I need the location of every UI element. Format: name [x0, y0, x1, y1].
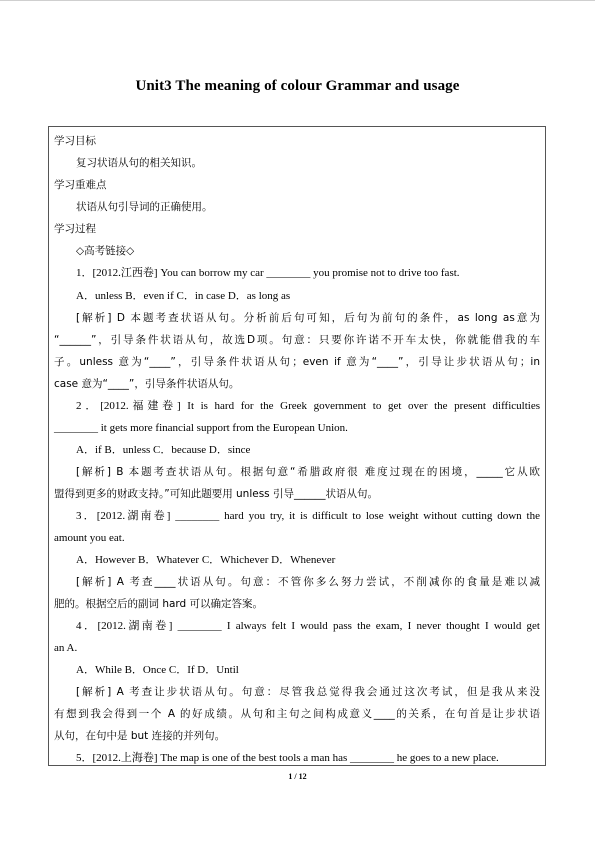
- page-top-rule: [0, 0, 595, 1]
- page-number: 1 / 12: [288, 772, 307, 781]
- question-1-options: A．unless B．even if C．in case D．as long as: [76, 290, 291, 302]
- exam-link-heading: ◇高考链接◇: [76, 245, 135, 257]
- question-4-analysis-line-2: 有想到我会得到一个 A 的好成绩。从句和主句之间构成意义____的关系，在句首是让步状语: [54, 708, 540, 720]
- question-1-analysis-line-3: 子。unless 意为“____”，引导条件状语从句；even if 意为“____”，引导让步状语从句；in: [54, 356, 540, 368]
- question-2-line-2: ________ it gets more financial support from the European Union.: [54, 422, 348, 434]
- key-difficulties-text: 状语从句引导词的正确使用。: [76, 201, 213, 213]
- question-2-line-1: 2．[2012.福建卷] It is hard for the Greek government to get over the present difficulties: [76, 400, 540, 412]
- question-4-analysis-line-3: 从句，在句中是 but 连接的并列句。: [54, 730, 226, 742]
- question-3-options: A．However B．Whatever C．Whichever D．Whenever: [76, 554, 336, 566]
- question-4-line-2: an A.: [54, 642, 78, 654]
- question-3-line-1: 3．[2012.湖南卷] ________ hard you try, it is difficult to lose weight without cutting down the: [76, 510, 540, 522]
- question-4-options: A．While B．Once C．If D．Until: [76, 664, 239, 676]
- document-title: Unit3 The meaning of colour Grammar and usage: [135, 78, 460, 94]
- heading-learning-process: 学习过程: [54, 223, 96, 235]
- question-4-analysis-line-1: [解析] A 考查让步状语从句。句意：尽管我总觉得我会通过这次考试，但是我从来没: [76, 686, 540, 698]
- question-1-analysis-line-4: case 意为“____”，引导条件状语从句。: [54, 378, 240, 390]
- learning-goals-text: 复习状语从句的相关知识。: [76, 157, 202, 169]
- question-4-line-1: 4．[2012.湖南卷] ________ I always felt I would pass the exam, I never thought I would get: [76, 620, 540, 632]
- question-1-analysis-line-1: [解析] D 本题考查状语从句。分析前后句可知，后句为前句的条件，as long as意为: [76, 312, 540, 324]
- question-1-analysis-line-2: “______”，引导条件状语从句，故选D项。句意：只要你许诺不开车太快，你就能借我的车: [54, 334, 540, 346]
- heading-learning-goals: 学习目标: [54, 135, 96, 147]
- question-3-line-2: amount you eat.: [54, 532, 125, 544]
- question-2-analysis-line-2: 盟得到更多的财政支持。”可知此题要用 unless 引导______状语从句。: [54, 488, 378, 500]
- question-5-line-1: 5．[2012.上海卷] The map is one of the best tools a man has ________ he goes to a new place.: [76, 752, 499, 764]
- question-2-options: A．if B．unless C．because D．since: [76, 444, 251, 456]
- question-2-analysis-line-1: [解析] B 本题考查状语从句。根据句意“希腊政府很 难度过现在的困境，_____它从欧: [76, 466, 540, 478]
- heading-key-difficulties: 学习重难点: [54, 179, 107, 191]
- question-3-analysis-line-2: 肥的。根据空后的副词 hard 可以确定答案。: [54, 598, 264, 610]
- question-3-analysis-line-1: [解析] A 考查____状语从句。句意：不管你多么努力尝试，不削减你的食量是难以减: [76, 576, 540, 588]
- question-1: 1．[2012.江西卷] You can borrow my car ________ you promise not to drive too fast.: [76, 267, 460, 279]
